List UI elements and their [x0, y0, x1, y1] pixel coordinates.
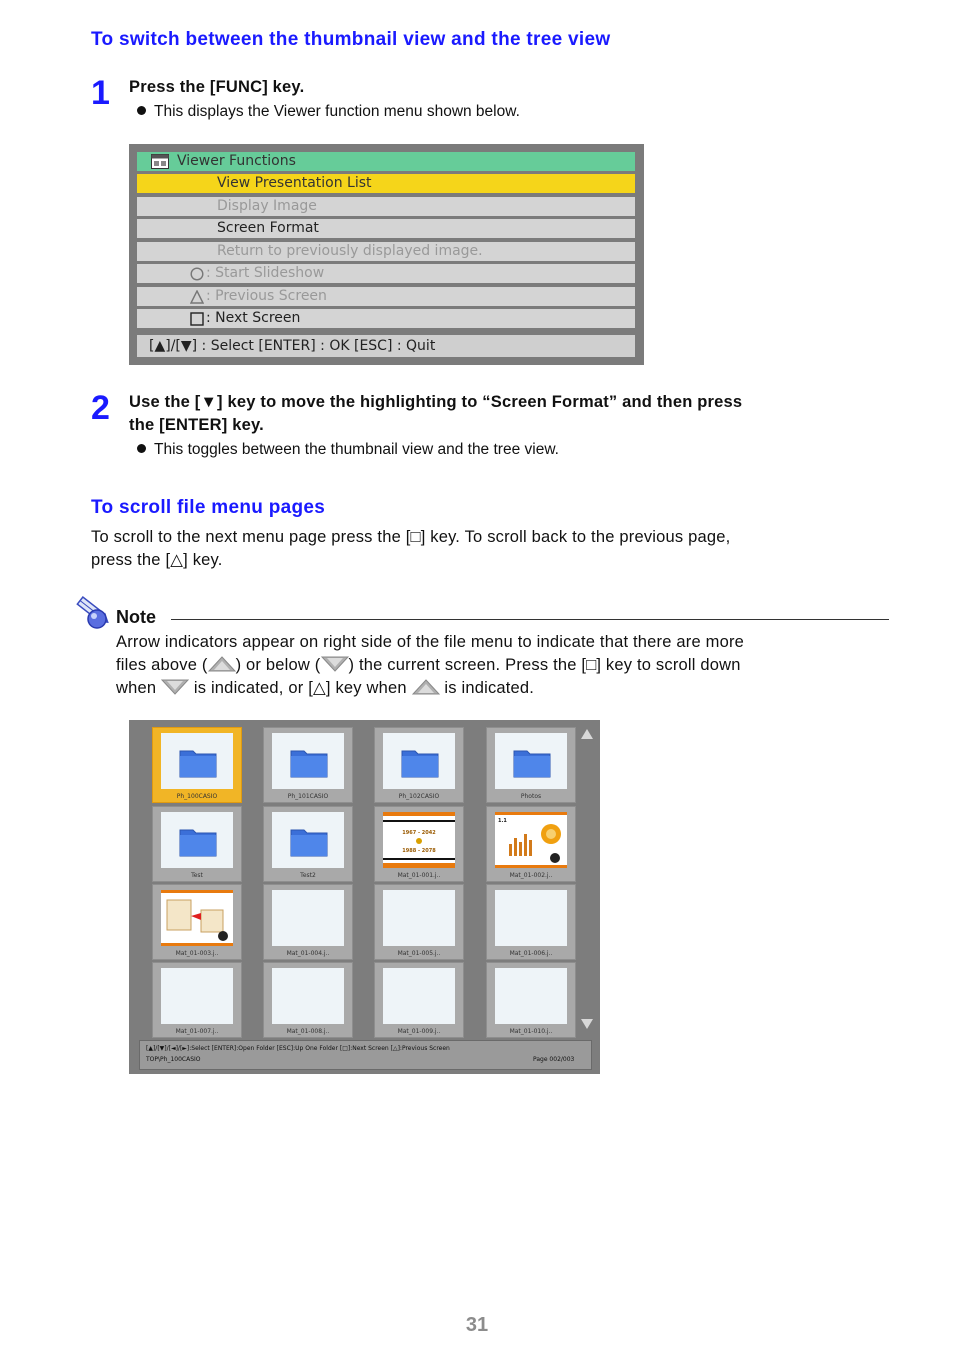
- section-heading-switch-view: To switch between the thumbnail view and the tree view: [91, 29, 611, 50]
- key-guide-text: [▲]/[▼] : Select [ENTER] : OK [ESC] : Quit: [149, 338, 436, 354]
- menu-item-previous-screen[interactable]: [137, 287, 635, 306]
- folder-icon: [401, 746, 439, 778]
- thumbnail-caption: Mat_01-008.j..: [286, 1028, 330, 1035]
- menu-item-label: Return to previously displayed image.: [217, 243, 483, 259]
- thumbnail-preview: [495, 812, 567, 868]
- menu-item-return-previous-image[interactable]: [137, 242, 635, 261]
- calendar-slide-preview-icon: [161, 890, 233, 946]
- step-1-title: Press the [FUNC] key.: [129, 78, 305, 96]
- section-heading-scroll-pages: To scroll file menu pages: [91, 497, 326, 518]
- triangle-icon: [190, 290, 204, 304]
- note-divider: [171, 619, 889, 620]
- step-2-title-line2: the [ENTER] key.: [129, 416, 264, 434]
- thumbnail-preview: [383, 968, 455, 1024]
- thumbnail-preview: [383, 812, 455, 868]
- thumbnail-caption: Mat_01-010.j..: [509, 1028, 553, 1035]
- slide-a-text2: 1988 - 2078: [402, 848, 436, 854]
- slide-preview-icon: [383, 812, 455, 868]
- menu-item-label: : Next Screen: [206, 310, 301, 326]
- thumbnail-preview: [161, 812, 233, 868]
- viewer-functions-screenshot: [129, 144, 644, 365]
- step-2-bullet-text: This toggles between the thumbnail view and the tree view.: [154, 441, 559, 458]
- thumbnail-item[interactable]: [374, 806, 464, 882]
- menu-item-view-presentation-list[interactable]: [137, 174, 635, 193]
- thumbnail-preview: [161, 733, 233, 789]
- slide-b-title: 1.1: [498, 818, 507, 824]
- thumbnail-preview: [383, 733, 455, 789]
- step-number-2: 2: [91, 389, 110, 427]
- thumbnail-preview: [272, 968, 344, 1024]
- thumbnail-item[interactable]: [152, 884, 242, 960]
- scroll-down-arrow-icon[interactable]: [580, 1018, 594, 1030]
- note-line2: [116, 654, 741, 677]
- slide-a-text1: 1967 - 2042: [402, 830, 436, 836]
- menu-item-label: Display Image: [217, 198, 317, 214]
- folder-icon: [179, 825, 217, 857]
- thumbnail-preview: [495, 968, 567, 1024]
- thumbnail-item[interactable]: [374, 727, 464, 803]
- circle-icon: [190, 267, 204, 281]
- note-line3-a: when: [116, 679, 157, 697]
- page-indicator: Page 002/003: [533, 1056, 575, 1063]
- menu-item-next-screen[interactable]: [137, 309, 635, 328]
- menu-item-label: View Presentation List: [217, 175, 372, 191]
- thumbnail-preview: [495, 733, 567, 789]
- folder-icon: [290, 746, 328, 778]
- up-arrow-indicator-icon: [412, 679, 440, 695]
- thumbnail-item[interactable]: [152, 806, 242, 882]
- menu-item-label: : Start Slideshow: [206, 265, 325, 281]
- note-line2-b: ) or below (: [235, 656, 321, 674]
- note-pencil-icon: [70, 591, 112, 631]
- folder-icon: [513, 746, 551, 778]
- note-line2-c: ) the current screen. Press the [□] key to scroll down: [348, 656, 741, 674]
- thumbnail-item[interactable]: [263, 884, 353, 960]
- viewer-window-icon: [151, 154, 169, 169]
- note-title: Note: [116, 607, 156, 627]
- menu-item-screen-format[interactable]: [137, 219, 635, 238]
- menu-item-label: Screen Format: [217, 220, 319, 236]
- scroll-paragraph-line1: To scroll to the next menu page press the [□] key. To scroll back to the previous page,: [91, 528, 731, 546]
- menu-item-display-image[interactable]: [137, 197, 635, 216]
- note-line3-b: is indicated, or [△] key when: [193, 679, 407, 697]
- thumbnail-caption: Mat_01-001.j..: [397, 872, 441, 879]
- step-2-bullet: [137, 440, 559, 460]
- thumbnail-item[interactable]: [486, 727, 576, 803]
- viewer-functions-title-bar: [137, 152, 635, 171]
- thumbnail-caption: Photos: [520, 793, 542, 800]
- note-line3-c: is indicated.: [444, 679, 535, 697]
- step-1-bullet: [137, 102, 520, 122]
- thumbnail-caption: Test2: [300, 872, 316, 879]
- key-guide-line1: [▲]/[▼]/[◄]/[►]:Select [ENTER]:Open Folder [ESC]:Up One Folder [□]:Next Screen [△]:Previous Screen: [146, 1045, 450, 1052]
- thumbnail-preview: [161, 890, 233, 946]
- thumbnail-caption: Mat_01-004.j..: [286, 950, 330, 957]
- thumbnail-caption: Mat_01-005.j..: [397, 950, 441, 957]
- note-line1: Arrow indicators appear on right side of the file menu to indicate that there are more: [116, 633, 745, 651]
- thumbnail-preview: [495, 890, 567, 946]
- thumbnail-item[interactable]: [263, 727, 353, 803]
- thumbnail-item[interactable]: [486, 884, 576, 960]
- square-icon: [190, 312, 204, 326]
- folder-icon: [290, 825, 328, 857]
- menu-item-start-slideshow[interactable]: [137, 264, 635, 283]
- thumbnail-caption: Ph_100CASIO: [176, 793, 218, 800]
- thumbnail-item[interactable]: [486, 962, 576, 1038]
- folder-icon: [179, 746, 217, 778]
- menu-item-label: : Previous Screen: [206, 288, 327, 304]
- step-2-title-line1: Use the [▼] key to move the highlighting to “Screen Format” and then press: [129, 393, 743, 411]
- thumbnail-item[interactable]: [152, 962, 242, 1038]
- viewer-functions-title: Viewer Functions: [177, 153, 296, 169]
- down-arrow-indicator-icon: [321, 656, 349, 672]
- step-1-bullet-text: This displays the Viewer function menu shown below.: [154, 103, 520, 120]
- page-number: 31: [465, 1314, 489, 1336]
- bullet-dot: [137, 444, 146, 453]
- thumbnail-caption: Ph_101CASIO: [287, 793, 329, 800]
- down-arrow-indicator-icon: [161, 679, 189, 695]
- thumbnail-item[interactable]: [263, 962, 353, 1038]
- thumbnail-item[interactable]: [263, 806, 353, 882]
- thumbnail-caption: Mat_01-002.j..: [509, 872, 553, 879]
- thumbnail-preview: [383, 890, 455, 946]
- thumbnail-preview: [272, 812, 344, 868]
- thumbnail-key-guide: [139, 1040, 592, 1070]
- scroll-paragraph-line2: press the [△] key.: [91, 551, 223, 569]
- thumbnail-caption: Mat_01-006.j..: [509, 950, 553, 957]
- thumbnail-item[interactable]: [374, 962, 464, 1038]
- thumbnail-preview: [272, 733, 344, 789]
- thumbnail-item[interactable]: [486, 806, 576, 882]
- thumbnail-item[interactable]: [374, 884, 464, 960]
- scroll-up-arrow-icon[interactable]: [580, 728, 594, 740]
- thumbnail-caption: Mat_01-003.j..: [175, 950, 219, 957]
- bullet-dot: [137, 106, 146, 115]
- thumbnail-caption: Mat_01-009.j..: [397, 1028, 441, 1035]
- thumbnail-caption: Mat_01-007.j..: [175, 1028, 219, 1035]
- thumbnail-preview: [161, 968, 233, 1024]
- up-arrow-indicator-icon: [208, 656, 236, 672]
- chart-slide-preview-icon: [495, 812, 567, 868]
- thumbnail-caption: Ph_102CASIO: [398, 793, 440, 800]
- viewer-functions-key-guide: [137, 335, 635, 357]
- step-number-1: 1: [91, 74, 110, 112]
- thumbnail-preview: [272, 890, 344, 946]
- note-line2-a: files above (: [116, 656, 208, 674]
- current-folder-path: TOP\Ph_100CASIO: [146, 1056, 201, 1063]
- note-line3: [116, 677, 534, 700]
- thumbnail-view-screenshot: [129, 720, 600, 1074]
- thumbnail-item[interactable]: [152, 727, 242, 803]
- thumbnail-caption: Test: [191, 872, 203, 879]
